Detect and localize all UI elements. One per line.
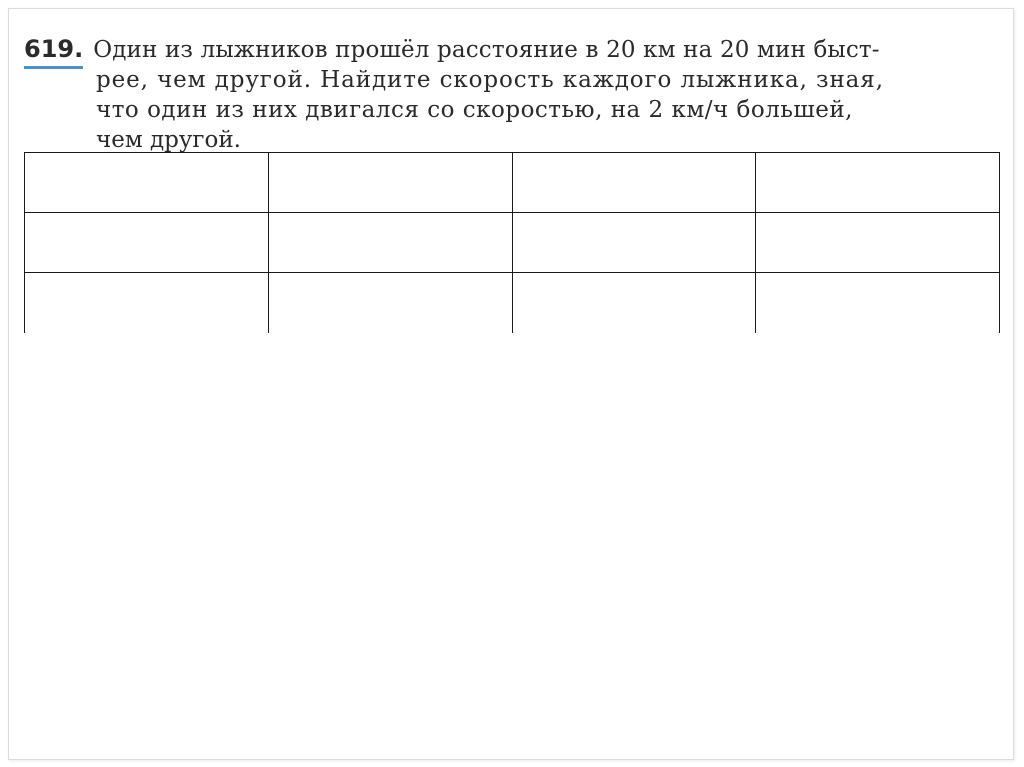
solution-table [24, 152, 1000, 333]
problem-line-1 [24, 34, 1000, 65]
table-cell [25, 273, 269, 333]
table-cell [268, 153, 512, 213]
table-row [25, 273, 1000, 333]
problem-line-4: чем другой. [96, 127, 241, 153]
table-cell [512, 153, 756, 213]
table-row [25, 153, 1000, 213]
table-cell [268, 213, 512, 273]
problem-line-2: рее, чем другой. Найдите скорость каждого лыжника, зная, [96, 67, 884, 93]
table-cell [512, 273, 756, 333]
problem-number: 619. [24, 35, 84, 63]
problem-statement [24, 34, 1000, 155]
table-cell [756, 153, 1000, 213]
table-cell [756, 273, 1000, 333]
problem-line-3: что один из них двигался со скоростью, на 2 км/ч большей, [96, 97, 853, 123]
table-cell [512, 213, 756, 273]
table-cell [268, 273, 512, 333]
table-cell [25, 153, 269, 213]
table-row [25, 213, 1000, 273]
table-cell [756, 213, 1000, 273]
problem-text-line-1: Один из лыжников прошёл расстояние в 20 км на 20 мин быст- [93, 37, 880, 63]
table-cell [25, 213, 269, 273]
